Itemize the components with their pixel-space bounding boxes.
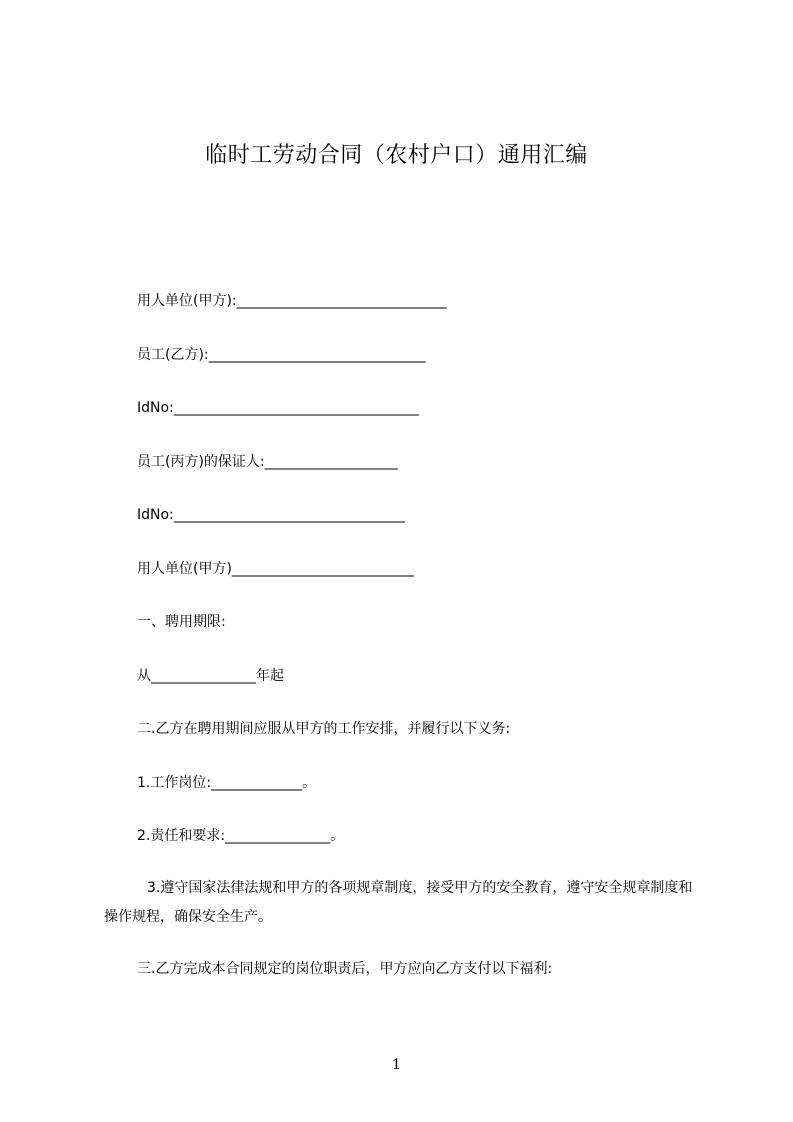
- section-heading-benefits: 三.乙方完成本合同规定的岗位职责后，甲方应向乙方支付以下福利:: [137, 961, 553, 977]
- document-title: 临时工劳动合同（农村户口）通用汇编: [205, 143, 588, 168]
- section-heading-term: 一、聘用期限:: [137, 614, 226, 630]
- guarantor-field: 员工(丙方)的保证人:___________________: [137, 454, 398, 470]
- page-number: 1: [392, 1057, 401, 1073]
- job-position-field: 1.工作岗位:_____________。: [137, 775, 317, 791]
- guarantor-id-field: IdNo:_________________________________: [137, 507, 405, 523]
- employer-field: 用人单位(甲方):______________________________: [137, 293, 447, 309]
- employer-signature-field: 用人单位(甲方)__________________________: [137, 561, 414, 577]
- compliance-clause: 3.遵守国家法律法规和甲方的各项规章制度，接受甲方的安全教育，遵守安全规章制度和操作规程，确保安全生产。: [104, 880, 693, 925]
- term-start-field: 从_______________年起: [137, 668, 284, 684]
- employee-id-field: IdNo:___________________________________: [137, 400, 419, 416]
- responsibilities-field: 2.责任和要求:_______________。: [137, 828, 345, 844]
- employee-field: 员工(乙方):_______________________________: [137, 347, 426, 363]
- section-heading-obligations: 二.乙方在聘用期间应服从甲方的工作安排，并履行以下义务:: [137, 721, 511, 737]
